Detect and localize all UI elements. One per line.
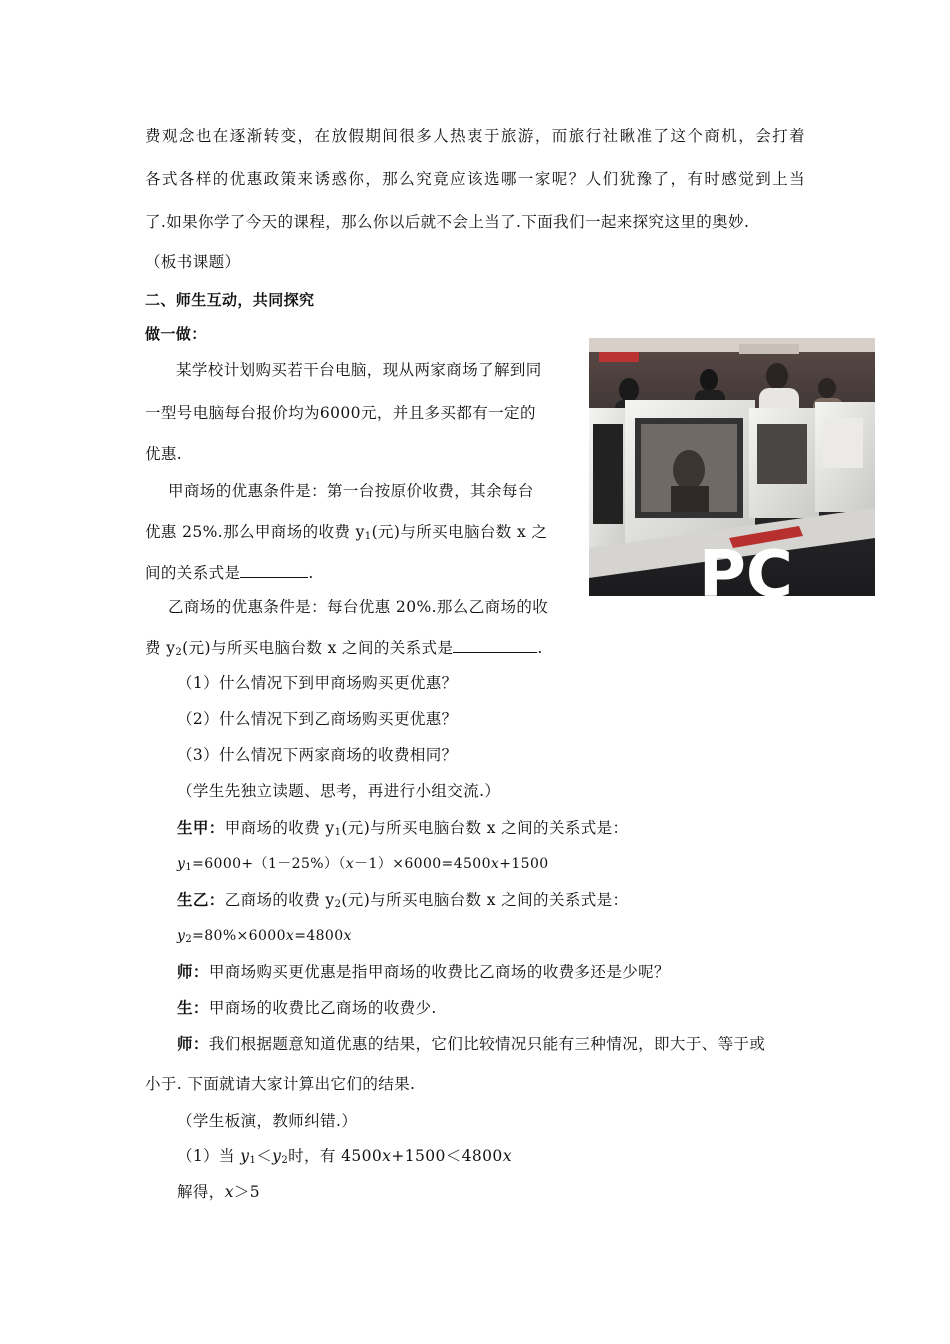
intro-note: （板书课题） [145, 253, 241, 271]
problem-p2-text-a: 优惠 25%.那么甲商场的收费 y [145, 523, 365, 541]
var-y: y [240, 1147, 250, 1165]
student-b-text-a: 乙商场的收费 y [224, 891, 335, 909]
formula-y1 [177, 854, 549, 878]
intro-line-1: 费观念也在逐渐转变，在放假期间很多人热衷于旅游，而旅行社瞅准了这个商机，会打着 [145, 127, 805, 145]
intro-line-3: 了.如果你学了今天的课程，那么你以后就不会上当了.下面我们一起来探究这里的奥妙. [145, 213, 750, 231]
subscript: 1 [334, 827, 342, 838]
speaker-label: 生： [177, 999, 209, 1017]
teacher-line-1 [177, 962, 670, 982]
problem-p2-text-c: 间的关系式是 [145, 564, 241, 582]
subscript: 1 [364, 531, 372, 542]
intro-line-2: 各式各样的优惠政策来诱惑你，那么究竟应该选哪一家呢？人们犹豫了，有时感觉到上当 [145, 170, 805, 188]
teacher-text-1: 甲商场购买更优惠是指甲商场的收费比乙商场的收费多还是少呢？ [208, 963, 670, 981]
answer-blank-1[interactable] [240, 563, 308, 578]
var-y: y [177, 856, 186, 872]
student-note: （学生先独立读题、思考，再进行小组交流.） [177, 782, 501, 800]
subscript: 2 [281, 1155, 289, 1166]
computer-store-photo [589, 338, 875, 596]
var-x: x [490, 856, 500, 872]
formula-part: +1500 [499, 856, 549, 872]
var-y: y [272, 1147, 282, 1165]
case-text: （1）当 [177, 1147, 241, 1165]
problem-p1-line-1: 某学校计划购买若干台电脑，现从两家商场了解到同 [176, 361, 542, 379]
formula-part: =6000+（1－25%）（ [192, 856, 346, 872]
student-b-line [177, 890, 628, 915]
pc-logo-text: PC [699, 538, 793, 596]
formula-part: =80%×6000 [192, 928, 286, 944]
problem-p2-line-1: 甲商场的优惠条件是：第一台按原价收费，其余每台 [168, 482, 534, 500]
student-a-text-a: 甲商场的收费 y [224, 819, 335, 837]
var-x: x [343, 928, 352, 944]
case-1-line [177, 1146, 512, 1171]
subscript: 2 [334, 899, 342, 910]
solution-text: 解得， [177, 1183, 225, 1201]
problem-p2-text-b: (元)与所买电脑台数 x 之 [371, 523, 548, 541]
question-1: （1）什么情况下到甲商场购买更优惠？ [177, 674, 458, 692]
var-y: y [177, 928, 186, 944]
student-b-text-b: (元)与所买电脑台数 x 之间的关系式是： [341, 891, 629, 909]
formula-part: －1）×6000=4500 [354, 856, 491, 872]
question-3: （3）什么情况下两家商场的收费相同？ [177, 746, 458, 764]
problem-p1-line-2: 一型号电脑每台报价均为6000元，并且多买都有一定的 [145, 404, 536, 422]
var-x: x [285, 928, 295, 944]
problem-p3-line-1: 乙商场的优惠条件是：每台优惠 20%.那么乙商场的收 [168, 598, 549, 616]
problem-p2-line-2 [145, 522, 547, 547]
case-text: +1500＜4800 [391, 1147, 503, 1165]
teacher-line-2 [177, 1034, 807, 1054]
answer-blank-2[interactable] [453, 638, 537, 653]
teacher-line-2-cont: 小于. 下面就请大家计算出它们的结果. [145, 1075, 416, 1093]
activity-title: 做一做： [145, 325, 207, 343]
problem-p3-line-2 [145, 638, 543, 663]
student-text: 甲商场的收费比乙商场的收费少. [208, 999, 437, 1017]
subscript: 1 [249, 1155, 257, 1166]
less-than: ＜ [256, 1147, 273, 1165]
student-a-text-b: (元)与所买电脑台数 x 之间的关系式是： [341, 819, 629, 837]
computer-store-illustration [589, 338, 875, 596]
section-title: 二、师生互动，共同探究 [145, 291, 315, 309]
question-2: （2）什么情况下到乙商场购买更优惠？ [177, 710, 458, 728]
case-text: 时，有 4500 [288, 1147, 383, 1165]
subscript: 2 [175, 647, 183, 658]
speaker-label: 生乙： [177, 891, 225, 909]
problem-p3-text-a: 费 y [145, 639, 176, 657]
solution-text: ＞5 [233, 1183, 261, 1201]
subscript: 2 [185, 934, 193, 945]
subscript: 1 [185, 862, 193, 873]
student-a-line [177, 818, 628, 843]
period: . [537, 639, 543, 657]
teacher-text-2: 我们根据题意知道优惠的结果，它们比较情况只能有三种情况，即大于、等于或 [208, 1035, 766, 1053]
speaker-label: 师： [177, 1035, 209, 1053]
var-x: x [502, 1147, 512, 1165]
problem-p2-line-3 [145, 563, 314, 583]
formula-part: =4800 [294, 928, 344, 944]
student-line [177, 998, 437, 1018]
board-note: （学生板演，教师纠错.） [177, 1112, 358, 1130]
period: . [308, 564, 314, 582]
problem-p3-text-b: (元)与所买电脑台数 x 之间的关系式是 [182, 639, 454, 657]
solution-line [177, 1182, 260, 1202]
speaker-label: 师： [177, 963, 209, 981]
speaker-label: 生甲： [177, 819, 225, 837]
problem-p1-line-3: 优惠. [145, 445, 183, 463]
var-x: x [224, 1183, 234, 1201]
formula-y2 [177, 926, 352, 950]
var-x: x [345, 856, 355, 872]
var-x: x [382, 1147, 392, 1165]
